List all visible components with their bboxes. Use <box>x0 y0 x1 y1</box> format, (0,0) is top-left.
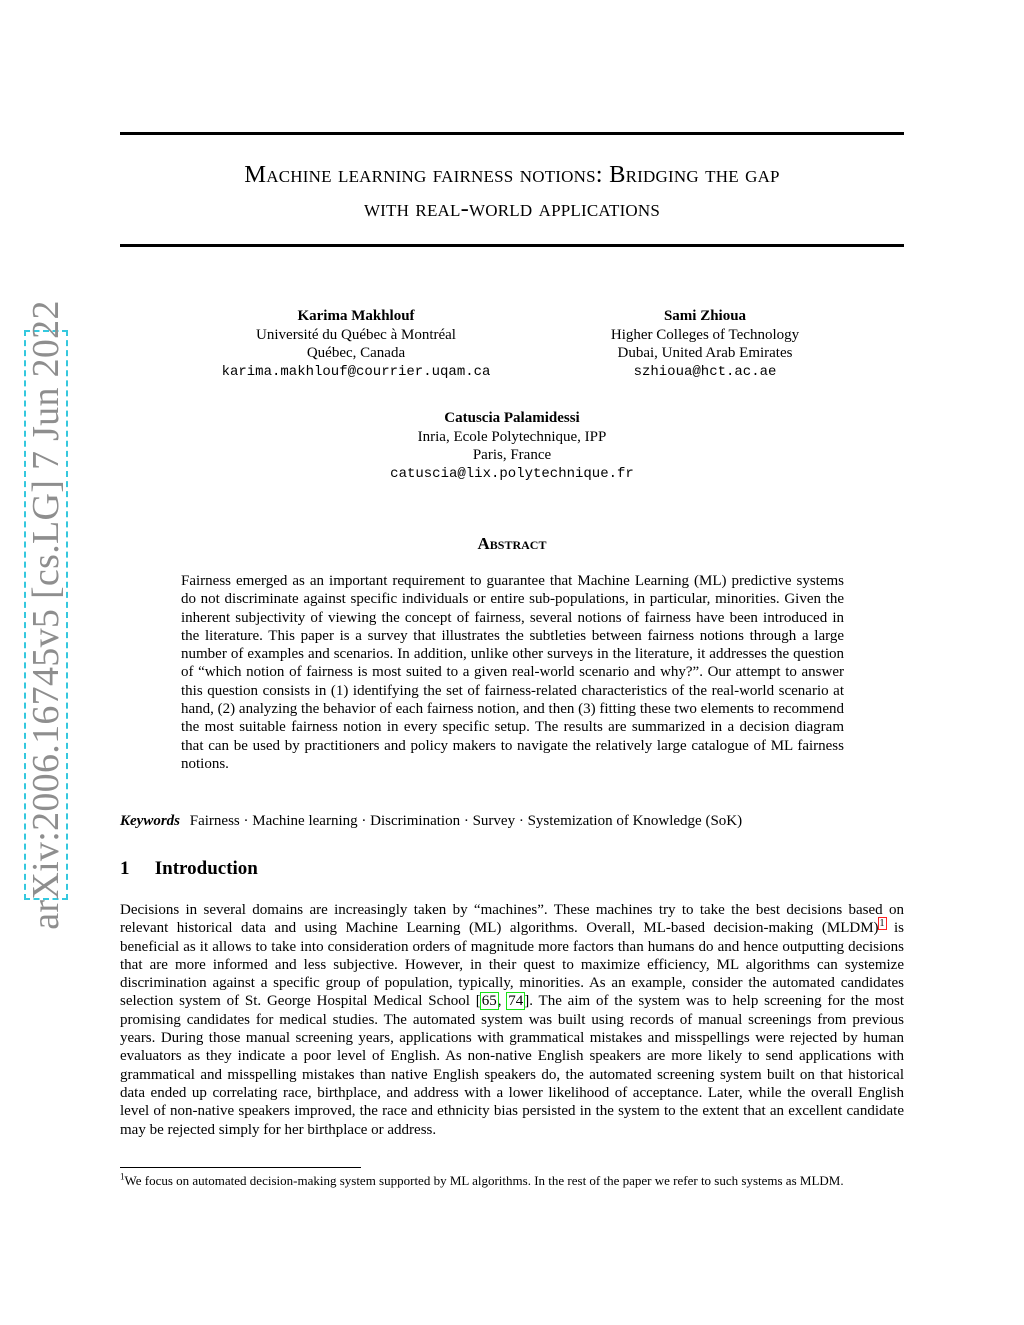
author-affiliation: Inria, Ecole Polytechnique, IPP <box>417 428 607 445</box>
abstract-text: Fairness emerged as an important requirement to guarantee that Machine Learning (ML) predictive systems do not discriminate against specific individuals or entire sub-populations, in particular, minorities. Given the inherent subjectivity of viewing the concept of fairness, several notions of fairness have been introduced in the literature. This paper is a survey that illustrates the subtleties between fairness notions through a large number of examples and scenarios. In addition, unlike other surveys in the literature, it addresses the question of “which notion of fairness is most suited to a given real-world scenario and why?”. Our attempt to answer this question consists in (1) identifying the set of fairness-related characteristics of the real-world scenario at hand, (2) analyzing the behavior of each fairness notion, and then (3) fitting these two elements to recommend the most suitable fairness notion in every specific setup. The results are summarized in a decision diagram that can be used by practitioners and policy makers to navigate the relatively large catalogue of ML fairness notions. <box>181 573 844 772</box>
author-email[interactable]: karima.makhlouf@courrier.uqam.ca <box>221 363 491 380</box>
author-block-2 <box>555 307 855 381</box>
section-heading <box>120 858 258 880</box>
citation-link-65[interactable]: 65 <box>481 993 497 1010</box>
section-title: Introduction <box>154 858 258 879</box>
author-block-1 <box>206 307 506 381</box>
author-name: Catuscia Palamidessi <box>444 410 580 426</box>
abstract-heading: Abstract <box>477 534 547 553</box>
paper-title-line-2: with real-world applications <box>363 195 661 222</box>
title-rule-bottom <box>120 244 904 247</box>
keywords-label: Keywords <box>120 813 180 829</box>
author-name: Karima Makhlouf <box>297 308 415 324</box>
paper-title-line-1: Machine learning fairness notions: Bridging the gap <box>244 161 780 188</box>
citation-link-74[interactable]: 74 <box>508 993 524 1010</box>
author-location: Paris, France <box>472 447 552 463</box>
footnote-text: We focus on automated decision-making system supported by ML algorithms. In the rest of the paper we refer to such systems as MLDM. <box>124 1173 844 1188</box>
author-affiliation: Higher Colleges of Technology <box>610 326 800 343</box>
footnote <box>120 1173 904 1190</box>
footnote-link[interactable]: 1 <box>879 918 885 930</box>
arxiv-identifier: arXiv:2006.16745v5 [cs.LG] 7 Jun 2022 <box>25 300 67 930</box>
title-rule-top <box>120 132 904 135</box>
arxiv-stamp[interactable] <box>24 300 68 930</box>
citation-separator: , <box>497 993 508 1010</box>
intro-text-part-2: is beneficial as it allows to take into consideration orders of magnitude more factors than humans do and hence outputting decisions that are more informed and less subjective. However, in their quest to maximize efficiency, ML algorithms can systemize discrimination against a specific group of population, typically, minorities. As an example, consider the automated candidates selection system of St. George Hospital Medical School [ <box>120 920 904 1010</box>
introduction-paragraph <box>120 901 904 1139</box>
keywords-line <box>120 812 904 830</box>
author-email[interactable]: catuscia@lix.polytechnique.fr <box>390 465 634 482</box>
author-block-3 <box>362 409 662 483</box>
author-name: Sami Zhioua <box>663 308 747 324</box>
intro-text-part-3: ]. The aim of the system was to help screening for the most promising candidates for medical studies. The automated system was built using records of manual screenings from previous years. During those manual screening years, applications with grammatical mistakes and misspellings were rejected by human evaluators as they indicate a poor level of English. As non-native English speakers are more likely to send applications with grammatical and misspelling mistakes than native English speakers do, the automated screening system built on that historical data ended up correlating race, birthplace, and address with a lower likelihood of acceptance. Later, while the overall English level of non-native speakers improved, the race and ethnicity bias persisted in the system to the extent that an excellent candidate may be rejected simply for her birthplace or address. <box>120 993 905 1138</box>
footnote-number: 1 <box>120 1171 125 1182</box>
author-email[interactable]: szhioua@hct.ac.ae <box>633 363 777 380</box>
author-location: Dubai, United Arab Emirates <box>617 345 793 361</box>
author-location: Québec, Canada <box>306 345 406 361</box>
intro-text-part-1: Decisions in several domains are increasingly taken by “machines”. These machines try to take the best decisions based on relevant historical data and using Machine Learning (ML) algorithms. Overall, ML-based decision-making (MLDM) <box>120 902 904 937</box>
author-affiliation: Université du Québec à Montréal <box>256 326 456 343</box>
section-number: 1 <box>120 858 130 879</box>
footnote-rule <box>120 1167 361 1168</box>
keywords-text: Fairness · Machine learning · Discrimination · Survey · Systemization of Knowledge (SoK) <box>189 813 743 829</box>
paper-title <box>120 158 904 226</box>
